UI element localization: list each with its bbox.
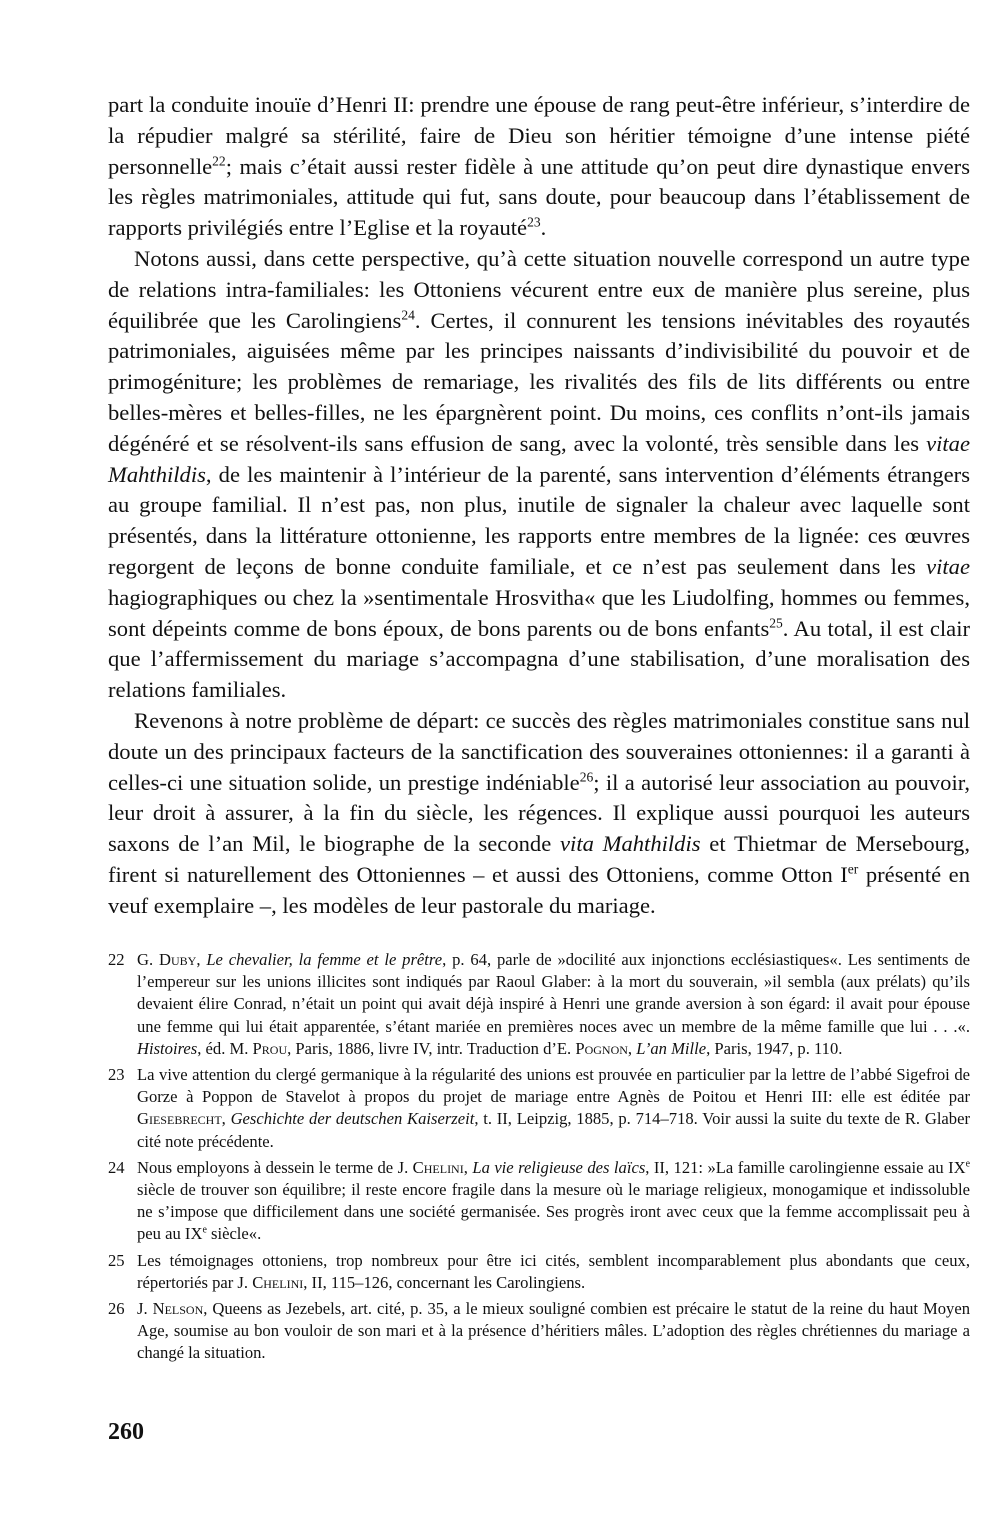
author-name: Pognon	[575, 1038, 628, 1058]
text-run: présenté en veuf exemplaire –, les modèles de leur pastorale du mariage.	[108, 861, 970, 918]
italic-text: vitae Mahthildis	[108, 430, 970, 487]
footnote-number: 24	[108, 1157, 125, 1177]
author-name: Chelini	[412, 1157, 464, 1177]
superscript: 22	[212, 153, 226, 169]
superscript: e	[202, 1224, 207, 1236]
text-run: ,	[627, 1038, 637, 1058]
italic-text: Geschichte der deutschen Kaiserzeit	[230, 1109, 475, 1129]
footnotes	[108, 949, 970, 1369]
text-run: , t. II, Leipzig, 1885, p. 714–718. Voir aussi la suite du texte de R. Glaber cité note précédente.	[137, 1109, 970, 1151]
text-run: , II, 121: »La famille carolingienne essaie au IX	[645, 1157, 966, 1177]
text-run: , de les maintenir à l’intérieur de la parenté, sans intervention d’éléments étrangers au groupe familial. Il n’est pas, non plus, inutile de signaler la chaleur avec laquelle sont présentés, dans la littérature ottonienne, les rapports entre membres de la lignée: ces œuvres regorgent de leçons de bonne conduite familiale, et ce n’est pas seulement dans les	[108, 461, 970, 579]
superscript: er	[847, 861, 859, 877]
footnote-number: 26	[108, 1299, 125, 1319]
text-run: siècle«.	[206, 1224, 262, 1244]
author-name: Prou	[252, 1038, 288, 1058]
footnote-text	[137, 949, 970, 1060]
text-run: et Thietmar de Mersebourg, firent si naturellement des Ottoniennes – et aussi des Ottoniens, comme Otton I	[108, 831, 970, 887]
text-run: ; mais c’était aussi rester fidèle à une attitude qu’on peut dire dynastique envers les règles matrimoniales, attitude qui fut, sans doute, pour beaucoup dans l’établissement de rapports privilégiés entre l’Eglise et la royauté	[108, 153, 970, 241]
main-text	[108, 90, 970, 922]
superscript: 25	[769, 615, 783, 631]
text-run: ,	[196, 950, 207, 969]
footnote-text	[137, 1298, 970, 1365]
paragraph	[108, 244, 970, 706]
page-number: 260	[108, 1419, 144, 1445]
text-run: . Certes, il connurent les tensions inévitables des royautés patrimoniales, aiguisées même par les principes naissants d’indivisibilité du pouvoir et de primogéniture; les problèmes de remariage, les rivalités des fils de lits différents ou entre belles-mères et belles-filles, ne les épargnèrent point. Du moins, ces conflits n’ont-ils jamais dégénéré et se résolvent-ils sans effusion de sang, avec la volonté, très sensible dans les	[108, 307, 970, 456]
footnote-number: 23	[108, 1065, 125, 1085]
footnote-text	[137, 1250, 970, 1294]
italic-text: vitae	[926, 553, 970, 579]
author-name: Giesebrecht	[137, 1109, 222, 1129]
superscript: 26	[579, 769, 594, 784]
footnote-number: 22	[108, 950, 125, 969]
footnote	[108, 949, 970, 1060]
italic-text: L’an Mille	[636, 1038, 707, 1058]
text-run: Les témoignages ottoniens, trop nombreux pour être ici cités, semblent incomparablement plus abondants que ceux, répertoriés par J.	[137, 1250, 970, 1292]
superscript: e	[965, 1158, 971, 1170]
text-run: J.	[137, 1299, 153, 1319]
text-run: , éd. M.	[197, 1038, 253, 1058]
author-name: Duby	[158, 950, 197, 969]
superscript: 24	[401, 307, 415, 323]
italic-text: Le chevalier, la femme et le prêtre	[206, 950, 443, 969]
text-run: Notons aussi, dans cette perspective, qu’à cette situation nouvelle correspond un autre type de relations intra-familiales: les Ottoniens vécurent entre eux de manière plus sereine, plus équilibrée que les Carolingiens	[108, 245, 970, 333]
footnote	[108, 1250, 970, 1294]
paragraph	[108, 90, 970, 244]
footnote-text	[137, 1157, 970, 1246]
italic-text: La vie religieuse des laïcs	[472, 1157, 646, 1177]
text-run: , Paris, 1947, p. 110.	[706, 1038, 843, 1058]
footnote	[108, 1157, 970, 1246]
italic-text: vita Mahthildis	[560, 831, 701, 857]
text-run: ,	[221, 1109, 231, 1129]
text-run: Nous employons à dessein le terme de J.	[137, 1157, 413, 1177]
text-run: ,	[463, 1157, 473, 1177]
author-name: Chelini	[252, 1272, 304, 1292]
italic-text: Histoires	[137, 1038, 198, 1058]
text-run: , Paris, 1886, livre IV, intr. Traduction d’E.	[287, 1038, 576, 1058]
text-run: , p. 64, parle de »docilité aux injonctions ecclésiastiques«. Les sentiments de l’empereur sur les unions illicites sont indiqués par Raoul Glaber: à la mort du souverain, »il sembla (aux prélats) qu’ils devaient élire Conrad, n’était un point qui avait déjà inspiré à Henri une grande aversion à son égard: il avait pour épouse une femme qui lui était apparentée, s’étant mariée en premières noces avec un membre de la même famille que lui . . .«.	[137, 950, 970, 1036]
text-run: . Au total, il est clair que l’affermissement du mariage s’accompagna d’une stabilisation, d’une moralisation des relations familiales.	[108, 615, 970, 703]
footnote-number: 25	[108, 1250, 125, 1270]
text-run: La vive attention du clergé germanique à la régularité des unions est prouvée en particulier par la lettre de l’abbé Sigefroi de Gorze à Poppon de Stavelot à propos du projet de mariage entre Agnès de Poitou et Henri III: elle est éditée par	[137, 1065, 970, 1107]
text-run: Revenons à notre problème de départ: ce succès des règles matrimoniales constitue sans nul doute un des principaux facteurs de la sanctification des souveraines ottoniennes: il a garanti à celles-ci une situation solide, un prestige indéniable	[108, 707, 970, 795]
text-run: , Queens as Jezebels, art. cité, p. 35, a le mieux souligné combien est précaire le statut de la reine du haut Moyen Age, soumise au bon vouloir de son mari et à la présence d’héritiers mâles. L’adoption des règles chrétiennes du mariage a changé la situation.	[137, 1299, 970, 1363]
footnote	[108, 1064, 970, 1153]
text-run: hagiographiques ou chez la »sentimentale Hrosvitha« que les Liudolfing, hommes ou femmes, sont dépeints comme de bons époux, de bons parents ou de bons enfants	[108, 584, 970, 641]
author-name: Nelson	[152, 1299, 204, 1319]
text-run: part la conduite inouïe d’Henri II: prendre une épouse de rang peut-être inférieur, s’interdire de la répudier malgré sa stérilité, faire de Dieu son héritier témoigne d’une intense piété personnelle	[108, 92, 970, 179]
text-run: siècle de trouver son équilibre; il reste encore fragile dans la mesure où le mariage religieux, monogamique et indissoluble ne s’impose que difficilement dans une société germanisée. Ses progrès iront avec ceux que la femme accomplissait peu à peu au IX	[137, 1180, 970, 1244]
footnote-text	[137, 1064, 970, 1153]
footnote	[108, 1298, 970, 1365]
superscript: 23	[527, 214, 541, 230]
paragraph	[108, 706, 970, 922]
text-run: .	[540, 215, 547, 241]
text-run: ; il a autorisé leur association au pouvoir, leur droit à assurer, à la fin du siècle, les régences. Il explique aussi pourquoi les auteurs saxons de l’an Mil, le biographe de la seconde	[108, 769, 970, 857]
text-run: , II, 115–126, concernant les Carolingiens.	[303, 1272, 586, 1292]
text-run: G.	[137, 950, 159, 969]
